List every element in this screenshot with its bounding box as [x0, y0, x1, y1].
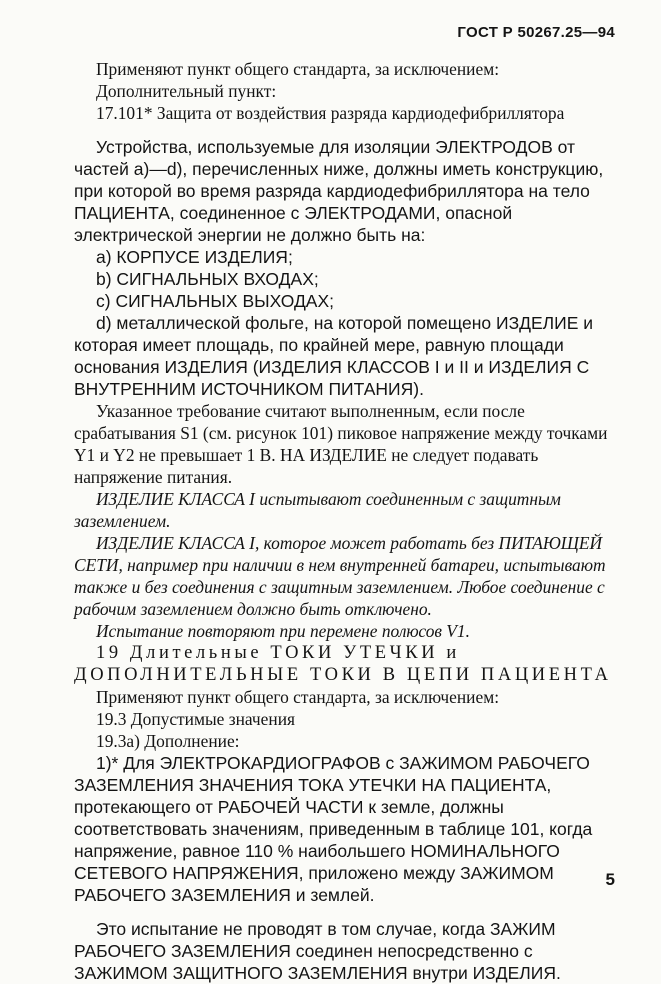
- clause-19-3-heading: 19.3 Допустимые значения: [96, 709, 295, 729]
- parts-list: [74, 246, 622, 400]
- paragraph-exception: Это испытание не проводят в том случае, когда ЗАЖИМ РАБОЧЕГО ЗАЗЕМЛЕНИЯ соединен непосредственно с ЗАЖИМОМ ЗАЩИТНОГО ЗАЗЕМЛЕНИЯ внутри ИЗДЕЛИЯ.: [74, 919, 561, 983]
- paragraph-ecg-leakage: 1)* Для ЭЛЕКТРОКАРДИОГРАФОВ с ЗАЖИМОМ РАБОЧЕГО ЗАЗЕМЛЕНИЯ ЗНАЧЕНИЯ ТОКА УТЕЧКИ НА ПАЦИЕНТА, протекающего от РАБОЧЕЙ ЧАСТИ к земле, должны соответствовать значениям, приведенным в таблице 101, когда напряжение, равное 110 % наибольшего НОМИНАЛЬНОГО СЕТЕВОГО НАПРЯЖЕНИЯ, приложено между ЗАЖИМОМ РАБОЧЕГО ЗАЗЕМЛЕНИЯ и землей.: [74, 753, 593, 905]
- clause-17-101-heading: 17.101* Защита от воздействия разряда кардиодефибриллятора: [96, 103, 565, 123]
- paragraph-class-i: ИЗДЕЛИЕ КЛАССА I испытывают соединенным с защитным заземлением.: [74, 489, 561, 531]
- section-19-heading: 19 Длительные ТОКИ УТЕЧКИ и ДОПОЛНИТЕЛЬНЫЕ ТОКИ В ЦЕПИ ПАЦИЕНТА: [74, 643, 612, 685]
- paragraph-isolation: Устройства, используемые для изоляции ЭЛЕКТРОДОВ от частей а)—d), перечисленных ниже, должны иметь конструкцию, при которой во время разряда кардиодефибриллятора на тело ПАЦИЕНТА, соединенное с ЭЛЕКТРОДАМИ, опасной электрической энергии не должно быть на:: [74, 137, 604, 245]
- list-item-d: d) металлической фольге, на которой помещено ИЗДЕЛИЕ и которая имеет площадь, по крайней мере, равную площади основания ИЗДЕЛИЯ (ИЗДЕЛИЯ КЛАССОВ I и II и ИЗДЕЛИЯ С ВНУТРЕННИМ ИСТОЧНИКОМ ПИТАНИЯ).: [74, 313, 594, 399]
- list-item-b: b) СИГНАЛЬНЫХ ВХОДАХ;: [96, 269, 319, 289]
- paragraph-repeat-test: Испытание повторяют при перемене полюсов V1.: [96, 621, 470, 641]
- paragraph-apply: Применяют пункт общего стандарта, за исключением:: [96, 687, 500, 707]
- standard-code-header: ГОСТ Р 50267.25—94: [457, 24, 615, 41]
- paragraph-intro: Применяют пункт общего стандарта, за исключением:: [96, 59, 500, 79]
- page-number: 5: [605, 870, 615, 889]
- paragraph-requirement: Указанное требование считают выполненным, если после срабатывания S1 (см. рисунок 101) пиковое напряжение между точками Y1 и Y2 не превышает 1 В. НА ИЗДЕЛИЕ не следует подавать напряжение питания.: [74, 401, 608, 487]
- paragraph-additional: Дополнительный пункт:: [96, 81, 277, 101]
- list-item-a: а) КОРПУСЕ ИЗДЕЛИЯ;: [96, 247, 293, 267]
- clause-19-3a-heading: 19.3а) Дополнение:: [96, 731, 240, 751]
- list-item-c: с) СИГНАЛЬНЫХ ВЫХОДАХ;: [96, 291, 335, 311]
- document-body: [74, 58, 622, 984]
- paragraph-class-i-battery: ИЗДЕЛИЕ КЛАССА I, которое может работать без ПИТАЮЩЕЙ СЕТИ, например при наличии в нем внутренней батареи, испытывают также и без соединения с защитным заземлением. Любое соединение с рабочим заземлением должно быть отключено.: [74, 533, 606, 619]
